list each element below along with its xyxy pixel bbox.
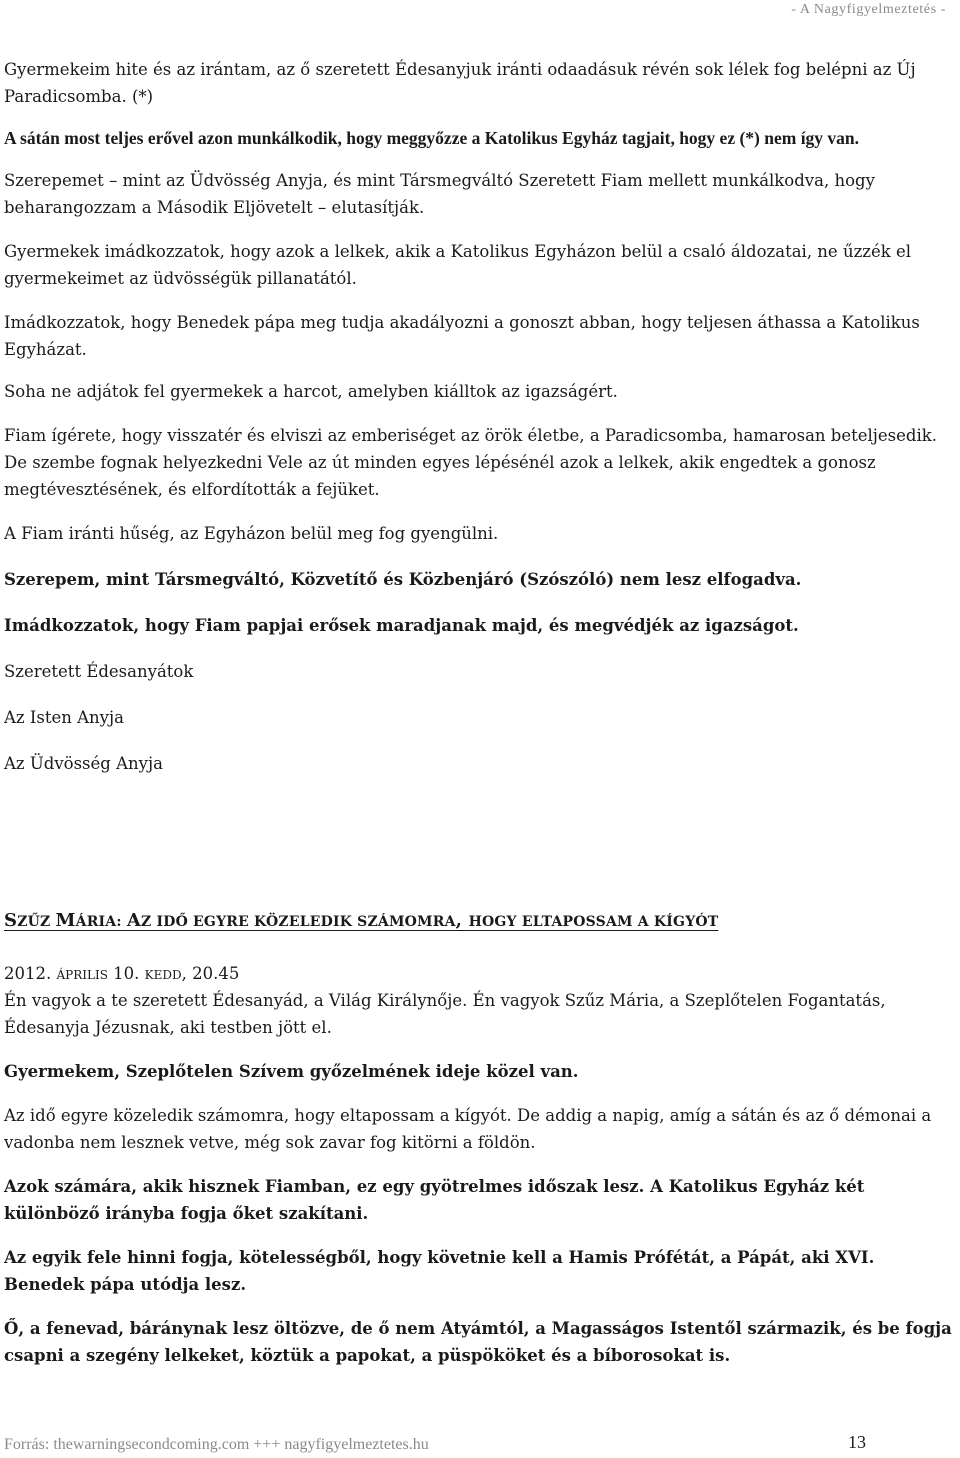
paragraph-bold: Gyermekem, Szeplőtelen Szívem győzelmének ideje közel van.	[4, 1062, 579, 1081]
paragraph-bold: Imádkozzatok, hogy Fiam papjai erősek maradjanak majd, és megvédjék az igazságot.	[4, 616, 799, 635]
paragraph: Imádkozzatok, hogy Benedek pápa meg tudja akadályozni a gonoszt abban, hogy teljesen áthassa a Katolikus Egyházat.	[4, 313, 920, 359]
paragraph: Az idő egyre közeledik számomra, hogy eltapossam a kígyót. De addig a napig, amíg a sátán és az ő démonai a vadonba nem lesznek vetve, még sok zavar fog kitörni a földön.	[4, 1106, 932, 1152]
paragraph: Soha ne adjátok fel gyermekek a harcot, amelyben kiálltok az igazságért.	[4, 382, 618, 401]
signature-line: Az Isten Anyja	[4, 708, 124, 727]
running-header	[791, 2, 946, 18]
paragraph: Fiam ígérete, hogy visszatér és elviszi az emberiséget az örök életbe, a Paradicsomba, hamarosan beteljesedik. De szembe fognak helyezkedni Vele az út minden egyes lépésénél azok a lelkek, akik engedtek a gonosz megtévesztésének, és elfordították a fejüket.	[4, 426, 937, 499]
source-line: Forrás: thewarningsecondcoming.com +++ nagyfigyelmeztetes.hu	[4, 1436, 429, 1453]
message-title: SZŰZ MÁRIA: AZ IDŐ EGYRE KÖZELEDIK SZÁMOMRA, HOGY ELTAPOSSAM A KÍGYÓT	[4, 910, 719, 931]
paragraph-bold: Szerepem, mint Társmegváltó, Közvetítő és Közbenjáró (Szószóló) nem lesz elfogadva.	[4, 570, 802, 589]
paragraph-bold: Ő, a fenevad, báránynak lesz öltözve, de ő nem Atyámtól, a Magasságos Istentől származik, és be fogja csapni a szegény lelkeket, köztük a papokat, a püspököket és a bíborosokat is.	[4, 1319, 952, 1365]
paragraph-bold: Azok számára, akik hisznek Fiamban, ez egy gyötrelmes időszak lesz. A Katolikus Egyház két különböző irányba fogja őket szakítani.	[4, 1177, 865, 1223]
paragraph: Gyermekeim hite és az irántam, az ő szeretett Édesanyjuk iránti odaadásuk révén sok lélek fog belépni az Új Paradicsomba. (*)	[4, 60, 916, 106]
signature-line: Szeretett Édesanyátok	[4, 662, 194, 681]
message-body-2	[4, 987, 954, 1369]
message-body	[4, 56, 950, 777]
paragraph: Gyermekek imádkozzatok, hogy azok a lelkek, akik a Katolikus Egyházon belül a csaló áldozatai, ne űzzék el gyermekeimet az üdvösségük pillanatától.	[4, 242, 912, 288]
paragraph: A Fiam iránti hűség, az Egyházon belül meg fog gyengülni.	[4, 524, 499, 543]
paragraph: Én vagyok a te szeretett Édesanyád, a Világ Királynője. Én vagyok Szűz Mária, a Szeplőtelen Fogantatás, Édesanyja Jézusnak, aki testben jött el.	[4, 991, 886, 1037]
signature-line: Az Üdvösség Anyja	[4, 754, 163, 773]
paragraph: Szerepemet – mint az Üdvösség Anyja, és mint Társmegváltó Szeretett Fiam mellett munkálkodva, hogy beharangozzam a Második Eljövetelt – elutasítják.	[4, 171, 875, 217]
message-date: 2012. ÁPRILIS 10. KEDD, 20.45	[4, 964, 240, 983]
page-footer	[4, 1432, 866, 1454]
paragraph-bold: Az egyik fele hinni fogja, kötelességből, hogy követnie kell a Hamis Prófétát, a Pápát, aki XVI. Benedek pápa utódja lesz.	[4, 1248, 875, 1294]
paragraph-bold: A sátán most teljes erővel azon munkálkodik, hogy meggyőzze a Katolikus Egyház tagjait, hogy ez (*) nem így van.	[4, 128, 860, 148]
page-number: 13	[848, 1432, 866, 1452]
running-header-text: - A Nagyfigyelmeztetés -	[791, 2, 946, 17]
